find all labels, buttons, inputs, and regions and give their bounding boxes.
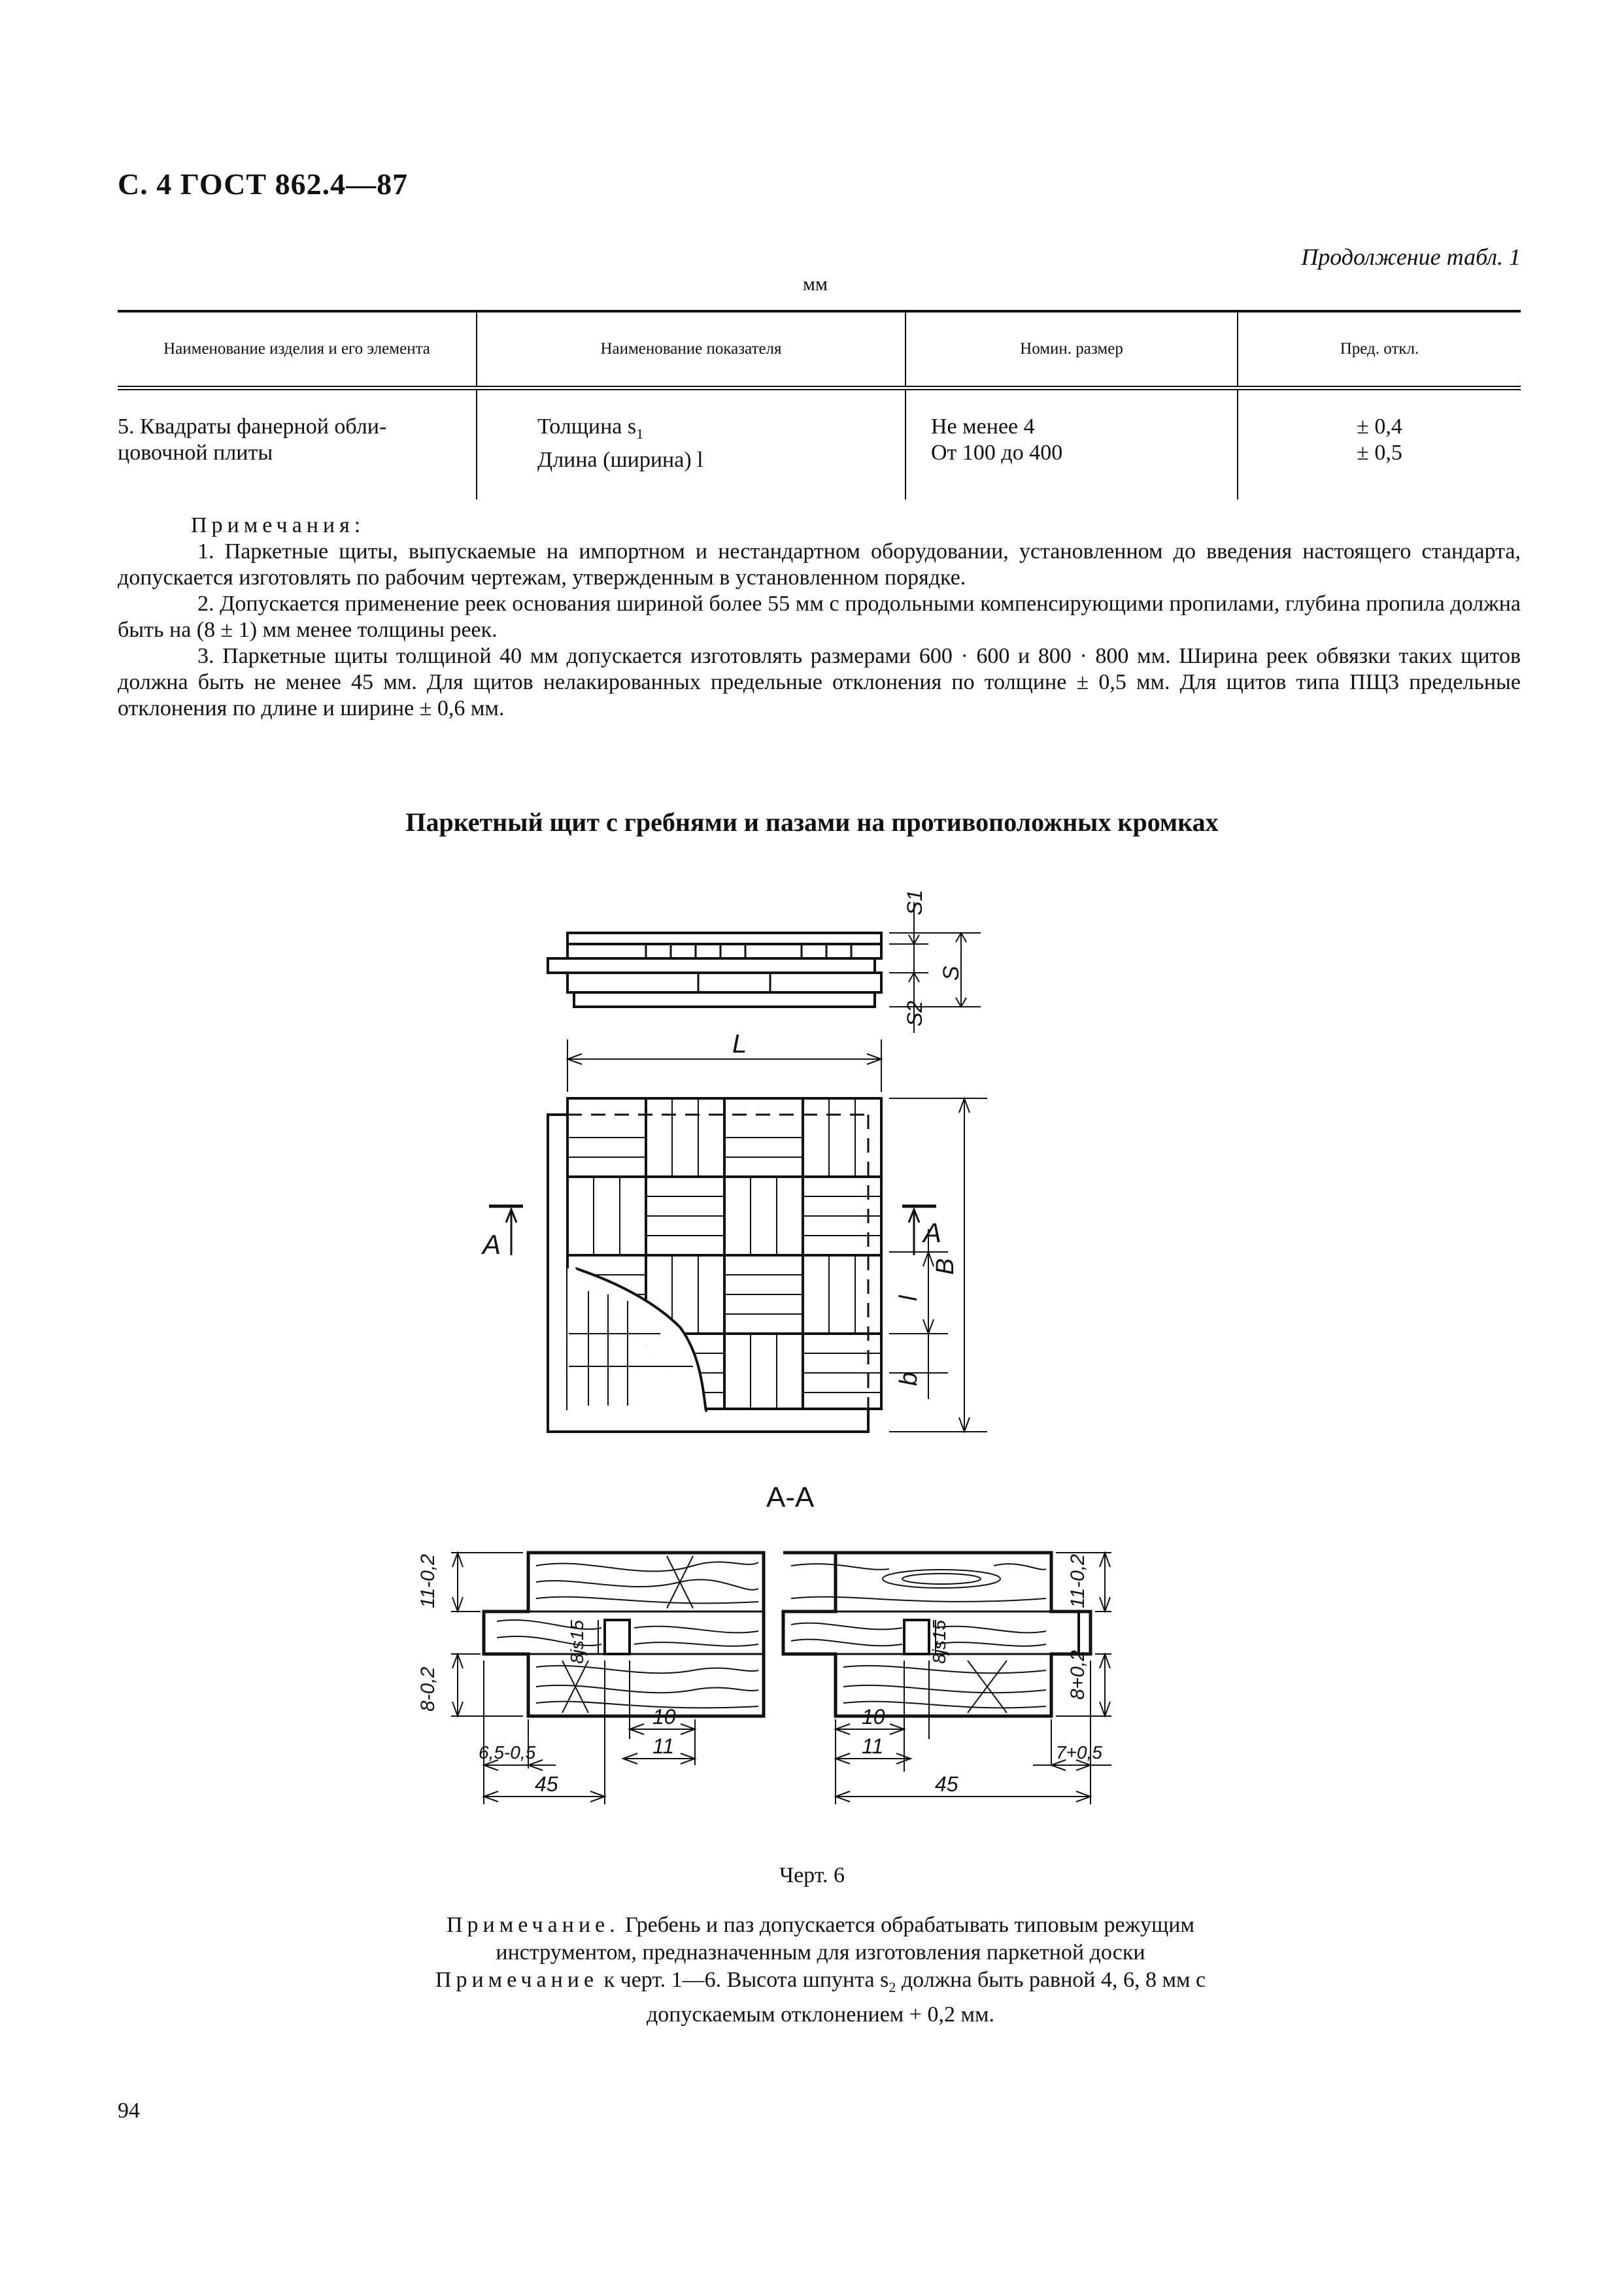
note-text: к черт. 1—6. Высота шпунта s <box>598 1968 889 1992</box>
label-b: b <box>895 1372 922 1386</box>
label-s2: S2 <box>903 1000 926 1026</box>
edge-view <box>548 890 981 1033</box>
label-dim: 45 <box>535 1772 558 1796</box>
label-B: B <box>932 1258 959 1275</box>
param-text: Толщина s <box>537 414 637 439</box>
param-subscript: 1 <box>636 425 644 442</box>
label-dim: 10 <box>862 1705 885 1729</box>
note-text: должна быть равной 4, 6, 8 мм с допускаемым отклонением + 0,2 мм. <box>646 1968 1206 2027</box>
label-section-left: A <box>482 1229 501 1260</box>
column-header: Наименование изделия и его элемента <box>118 311 477 388</box>
table-unit: мм <box>803 273 828 295</box>
label-s: S <box>939 966 964 981</box>
label-dim: 8js15 <box>929 1620 949 1664</box>
label-dim: 11-0,2 <box>417 1554 439 1608</box>
column-header: Наименование показателя <box>477 311 905 388</box>
section-label: А-А <box>766 1481 815 1513</box>
label-l: l <box>895 1295 922 1301</box>
note-text: Гребень и паз допускается обрабатывать типовым режущим инструментом, предназначенным для изготовления паркетной доски <box>496 1913 1195 1965</box>
label-dim: 11-0,2 <box>1067 1554 1089 1608</box>
label-L: L <box>732 1030 747 1058</box>
figure-caption: Черт. 6 <box>779 1863 845 1887</box>
bottom-notes <box>418 1912 1223 2029</box>
page-number: 94 <box>118 2099 140 2123</box>
label-dim: 8-0,2 <box>417 1666 439 1712</box>
label-dim: 6,5-0,5 <box>479 1742 536 1763</box>
label-s1: S1 <box>903 889 926 915</box>
note-heading: Примечание <box>435 1968 599 1992</box>
column-header: Номин. размер <box>905 311 1238 388</box>
label-dim: 8+0,2 <box>1067 1650 1089 1700</box>
label-dim: 8js15 <box>567 1620 587 1664</box>
cell-line: 5. Квадраты фанерной обли- <box>118 414 387 439</box>
plan-view <box>481 1030 987 1432</box>
note-item: 3. Паркетные щиты толщиной 40 мм допускается изготовлять размерами 600 · 600 и 800 · 800 мм. Ширина реек обвязки таких щитов должна быть не менее 45 мм. Для щитов нелакированных предельные отклонения по толщине ± 0,5 мм. Для щитов типа ПЩ3 предельные отклонения по длине и ширине ± 0,6 мм. <box>118 644 1521 720</box>
label-dim: 11 <box>862 1734 884 1758</box>
label-dim: 10 <box>652 1705 676 1729</box>
table-caption: Продолжение табл. 1 <box>1301 244 1521 270</box>
cell-line: цовочной плиты <box>118 441 273 465</box>
note-item: 2. Допускается применение реек основания шириной более 55 мм с продольными компенсирующими пропилами, глубина пропила должна быть на (8 ± 1) мм менее толщины реек. <box>118 592 1521 642</box>
label-dim: 45 <box>935 1772 958 1796</box>
notes-heading: Примечания: <box>191 513 365 537</box>
figure-title: Паркетный щит с гребнями и пазами на противоположных кромках <box>405 807 1219 837</box>
note-heading: Примечание. <box>446 1913 620 1937</box>
section-right <box>783 1553 1111 1804</box>
label-dim: 7+0,5 <box>1056 1742 1102 1763</box>
column-header: Пред. откл. <box>1238 311 1521 388</box>
label-dim: 11 <box>652 1734 675 1758</box>
cell-line: От 100 до 400 <box>931 441 1063 465</box>
bottom-note <box>418 1912 1223 1967</box>
note-item: 1. Паркетные щиты, выпускаемые на импортном и нестандартном оборудовании, установленном до введения настоящего стандарта, допускается изготовлять по рабочим чертежам, утвержденным в установленном порядке. <box>118 539 1521 590</box>
note-subscript: 2 <box>888 1978 896 1995</box>
section-left <box>417 1553 764 1804</box>
cell-line: Длина (ширина) l <box>537 447 703 472</box>
cell-line: ± 0,4 <box>1357 414 1402 439</box>
cell-line: Не менее 4 <box>931 414 1035 439</box>
bottom-note <box>418 1967 1223 2029</box>
label-section-right: A <box>923 1217 942 1248</box>
page-header: С. 4 ГОСТ 862.4—87 <box>118 167 409 201</box>
cell-line: ± 0,5 <box>1357 441 1402 465</box>
